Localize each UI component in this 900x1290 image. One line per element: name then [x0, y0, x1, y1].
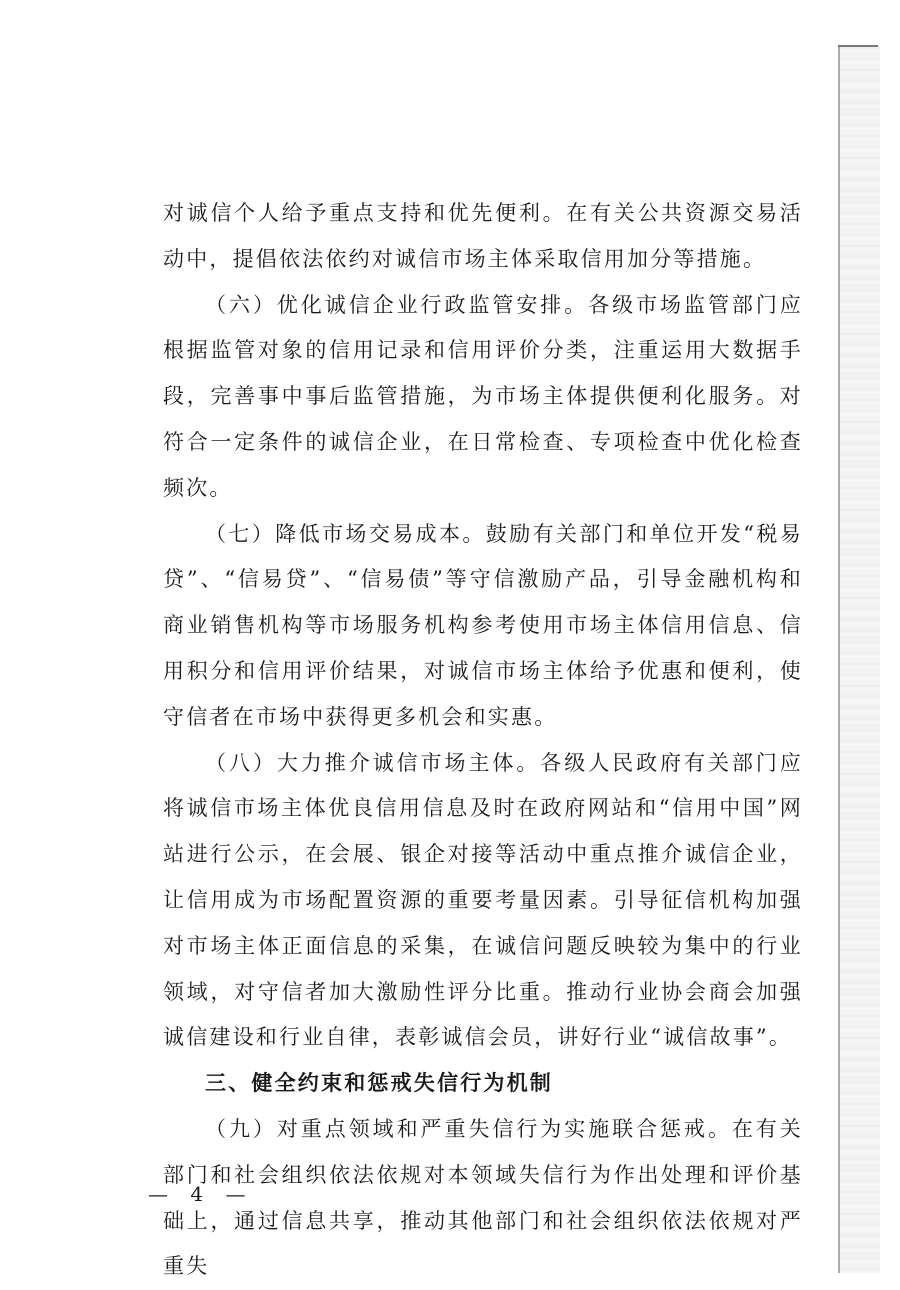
section-heading: 三、健全约束和惩戒失信行为机制 [205, 1071, 553, 1096]
document-body [163, 191, 803, 1290]
scan-binding-edge [838, 45, 880, 1273]
paragraph-continuation: 对诚信个人给予重点支持和优先便利。在有关公共资源交易活动中，提倡依法依约对诚信市场主体采取信用加分等措施。 [163, 201, 803, 271]
paragraph-item-8: （八）大力推介诚信市场主体。各级人民政府有关部门应将诚信市场主体优良信用信息及时在政府网站和“信用中国”网站进行公示，在会展、银企对接等活动中重点推介诚信企业，让信用成为市场配置资源的重要考量因素。引导征信机构加强对市场主体正面信息的采集，在诚信问题反映较为集中的行业领域，对守信者加大激励性评分比重。推动行业协会商会加强诚信建设和行业自律，表彰诚信会员，讲好行业“诚信故事”。 [163, 750, 803, 1050]
scan-edge-line [838, 45, 878, 47]
paragraph-item-9: （九）对重点领域和严重失信行为实施联合惩戒。在有关部门和社会组织依法依规对本领域失信行为作出处理和评价基础上，通过信息共享，推动其他部门和社会组织依法依规对严重失 [163, 1116, 803, 1279]
page-number: — 4 — [148, 1182, 254, 1206]
paragraph-item-7: （七）降低市场交易成本。鼓励有关部门和单位开发“税易贷”、“信易贷”、“信易债”等守信激励产品，引导金融机构和商业销售机构等市场服务机构参考使用市场主体信用信息、信用积分和信用评价结果，对诚信市场主体给予优惠和便利，使守信者在市场中获得更多机会和实惠。 [163, 521, 803, 729]
paragraph-item-6: （六）优化诚信企业行政监管安排。各级市场监管部门应根据监管对象的信用记录和信用评价分类，注重运用大数据手段，完善事中事后监管措施，为市场主体提供便利化服务。对符合一定条件的诚信企业，在日常检查、专项检查中优化检查频次。 [163, 292, 803, 500]
